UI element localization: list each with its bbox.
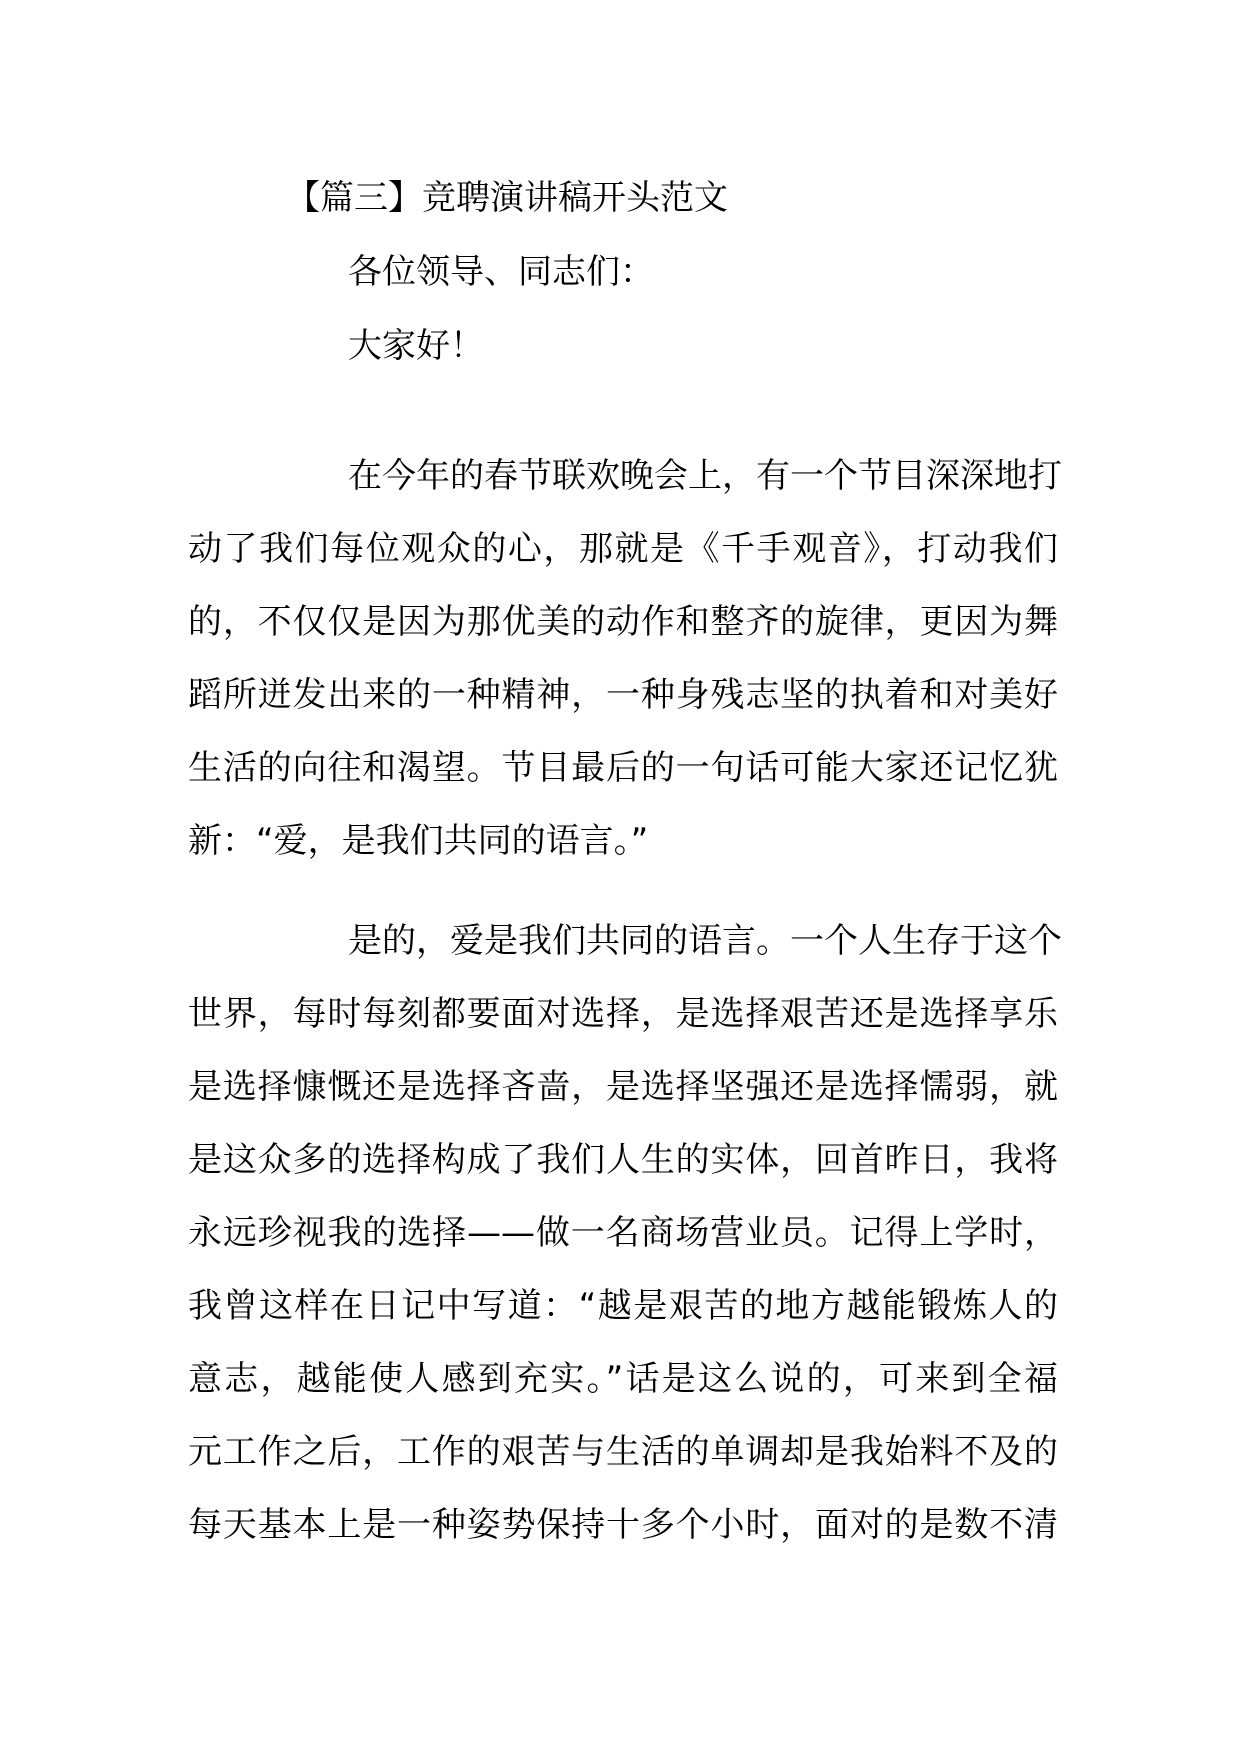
paragraph-line: 动了我们每位观众的心，那就是《千手观音》，打动我们 [188, 529, 1058, 569]
salutation: 各位领导、同志们： [348, 252, 654, 292]
paragraph-line: 每天基本上是一种姿势保持十多个小时，面对的是数不清 [188, 1505, 1058, 1545]
paragraph-line: 意志，越能使人感到充实。”话是这么说的，可来到全福 [188, 1359, 1058, 1399]
paragraph-line: 生活的向往和渴望。节目最后的一句话可能大家还记忆犹 [188, 748, 1058, 788]
paragraph-line: 世界，每时每刻都要面对选择，是选择艰苦还是选择享乐 [188, 994, 1058, 1034]
paragraph-line: 是这众多的选择构成了我们人生的实体，回首昨日，我将 [188, 1140, 1058, 1180]
paragraph-line: 永远珍视我的选择——做一名商场营业员。记得上学时， [188, 1213, 1058, 1253]
document-title: 【篇三】竞聘演讲稿开头范文 [286, 178, 728, 218]
paragraph-line: 是选择慷慨还是选择吝啬，是选择坚强还是选择懦弱，就 [188, 1067, 1058, 1107]
paragraph-line: 我曾这样在日记中写道：“越是艰苦的地方越能锻炼人的 [188, 1286, 1058, 1326]
greeting: 大家好！ [348, 326, 484, 366]
paragraph-line: 元工作之后，工作的艰苦与生活的单调却是我始料不及的 [188, 1432, 1058, 1472]
paragraph-line: 的，不仅仅是因为那优美的动作和整齐的旋律，更因为舞 [188, 602, 1058, 642]
paragraph-line: 新：“爱，是我们共同的语言。” [188, 821, 649, 861]
paragraph-line: 蹈所迸发出来的一种精神，一种身残志坚的执着和对美好 [188, 675, 1058, 715]
paragraph-line: 是的，爱是我们共同的语言。一个人生存于这个 [348, 921, 1062, 961]
paragraph-line: 在今年的春节联欢晚会上，有一个节目深深地打 [348, 456, 1062, 496]
